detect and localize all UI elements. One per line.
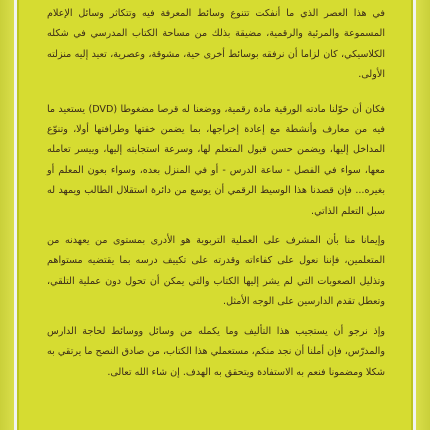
book-page <box>17 0 413 430</box>
preface-text <box>19 4 411 430</box>
adjacent-page-left-edge <box>0 0 14 430</box>
paragraph-4: وإذ نرجو أن يستجيب هذا التأليف وما يكمله من وسائل ووسائط لحاجة الدارس والمدرّس، فإن أملنا أن نجد منكم، مستعملي هذا الكتاب، من صادق النصح ما يرتقي به شكلا ومضمونا فنعم به الاستفادة ويتحقق به الهدف. إن شاء الله تعالى. <box>47 325 385 378</box>
adjacent-page-right-edge <box>416 0 430 430</box>
paragraph-1: في هذا العصر الذي ما أنفكت تتنوع وسائط المعرفة فيه وتتكاثر وسائل الإعلام المسموعة والمرئية والرقمية، مضيقة بذلك من مساحة الكتاب المدرسي في شكله الكلاسيكي، كان لزاما أن نرفقه بوسائط أخرى حية، مشوقة، وعصرية، تعيد إليه منزلته الأولى. <box>47 8 385 81</box>
paragraph-3: وإيمانا منا بأن المشرف على العملية التربوية هو الأدرى بمستوى من يعهدنه من المتعلمين، فإننا نعول على كفاءاته وقدرته على تكييف درسه بما يقتضيه مستواهم وتذليل الصعوبات التي لم يشر إليها الكتاب والتي يمكن أن تحول دون عملية التلقي، وتعطل تقدم الدارسين على الوجه الأمثل. <box>47 235 385 308</box>
paragraph-2: فكان أن حوّلنا مادته الورقية مادة رقمية، ووضعنا له قرصا مضغوطا (DVD) يستعيد ما فيه من معارف وأنشطة مع إعادة إخراجها، بما يضمن خفتها وطرافتها أولا، وتنوّع المداخل إليها، ويضمن حسن قبول المتعلم لها، وسرعة استجابته إليها، وييسر تعامله معها، سواء في الفصل - ساعة الدرس - أو في المنزل بعده، وسواء بعون المعلم أو بغيره... فإن قصدنا هذا الوسيط الرقمي أن يوسع من دائرة استقلال الطالب ويمهد له سبل التعلم الذاتي. <box>47 103 385 217</box>
